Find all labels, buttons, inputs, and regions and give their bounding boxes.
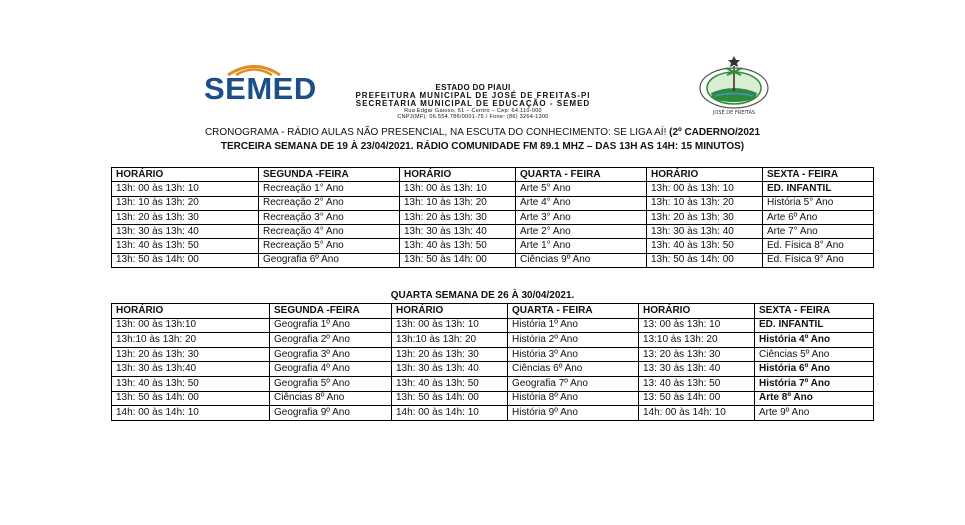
week4-title: QUARTA SEMANA DE 26 À 30/04/2021.: [390, 290, 575, 301]
table-cell: 13h: 30 às 13h: 40: [647, 225, 763, 239]
table-row: [112, 239, 874, 253]
table-cell: 13h: 50 às 14h: 00: [392, 391, 508, 406]
table-cell: 13h: 00 às 13h:10: [112, 318, 270, 333]
table-cell: Ciências 6º Ano: [508, 362, 639, 377]
table-cell: 13h: 40 às 13h: 50: [112, 239, 259, 253]
table-row: [112, 318, 874, 333]
table-cell: 13h:10 às 13h: 20: [112, 333, 270, 348]
table-cell: 13h: 20 às 13h: 30: [400, 210, 516, 224]
table-cell: 13h: 20 às 13h: 30: [112, 347, 270, 362]
table-cell: Geografia 5º Ano: [270, 376, 392, 391]
table-cell: Arte 4° Ano: [516, 196, 647, 210]
table-cell: 13: 30 às 13h: 40: [639, 362, 755, 377]
table-cell: Recreação 5° Ano: [259, 239, 400, 253]
table-row: [112, 225, 874, 239]
table-cell: História 1º Ano: [508, 318, 639, 333]
week4-schedule-table: [111, 303, 874, 421]
table-cell: 13h:10 às 13h: 20: [392, 333, 508, 348]
table-cell: 13h: 40 às 13h: 50: [647, 239, 763, 253]
table-row: [112, 391, 874, 406]
schedule-title-text: CRONOGRAMA - RÁDIO AULAS NÃO PRESENCIAL, NA ESCUTA DO CONHECIMENTO: SE LIGA AÍ!: [204, 127, 667, 138]
table-cell: 13:10 às 13h: 20: [639, 333, 755, 348]
table-cell: 13h: 40 às 13h: 50: [112, 376, 270, 391]
header-cell: SEXTA - FEIRA: [763, 168, 874, 182]
header-cell: HORÁRIO: [112, 304, 270, 319]
table-cell: Geografia 4º Ano: [270, 362, 392, 377]
table-cell: 13: 00 às 13h: 10: [639, 318, 755, 333]
table-row: [112, 406, 874, 421]
table-cell: Recreação 4° Ano: [259, 225, 400, 239]
table-cell: 13h: 30 às 13h: 40: [112, 225, 259, 239]
table-cell: História 8º Ano: [508, 391, 639, 406]
table-cell: 13h: 20 às 13h: 30: [647, 210, 763, 224]
table-cell: 13h: 50 às 14h: 00: [400, 253, 516, 267]
table-cell: 13h: 00 às 13h: 10: [112, 182, 259, 196]
table-row: [112, 376, 874, 391]
table-cell: Recreação 2° Ano: [259, 196, 400, 210]
table-cell: História 9º Ano: [508, 406, 639, 421]
table-cell: Ciências 9º Ano: [516, 253, 647, 267]
table-cell: Arte 8º Ano: [755, 391, 874, 406]
header-cell: SEGUNDA -FEIRA: [259, 168, 400, 182]
table-row: [112, 196, 874, 210]
table-cell: Arte 3° Ano: [516, 210, 647, 224]
letterhead-state: ESTADO DO PIAUI: [435, 83, 511, 92]
table-cell: Arte 6º Ano: [763, 210, 874, 224]
schedule-title-bold: (2º CADERNO/2021: [669, 127, 761, 138]
table-cell: Geografia 6º Ano: [259, 253, 400, 267]
table-cell: 13: 40 às 13h: 50: [639, 376, 755, 391]
table-cell: 13: 20 às 13h: 30: [639, 347, 755, 362]
table-cell: Ciências 8º Ano: [270, 391, 392, 406]
table-cell: Recreação 1° Ano: [259, 182, 400, 196]
table-cell: História 6º Ano: [755, 362, 874, 377]
table-cell: Ed. Física 8° Ano: [763, 239, 874, 253]
municipal-crest-icon: [697, 55, 771, 117]
table-cell: ED. INFANTIL: [763, 182, 874, 196]
table-cell: 13h: 00 às 13h: 10: [647, 182, 763, 196]
letterhead: [332, 84, 614, 120]
letterhead-secretaria: SECRETARIA MUNICIPAL DE EDUCAÇÃO - SEMED: [355, 99, 591, 108]
table-cell: 13h: 20 às 13h: 30: [392, 347, 508, 362]
header-cell: HORÁRIO: [112, 168, 259, 182]
header-cell: QUARTA - FEIRA: [508, 304, 639, 319]
header-cell: HORÁRIO: [400, 168, 516, 182]
table-row: [112, 253, 874, 267]
table-cell: Arte 7° Ano: [763, 225, 874, 239]
table-cell: Geografia 1º Ano: [270, 318, 392, 333]
letterhead-prefeitura: PREFEITURA MUNICIPAL DE JOSÉ DE FREITAS-PI: [355, 91, 591, 100]
table-cell: ED. INFANTIL: [755, 318, 874, 333]
table-row: [112, 347, 874, 362]
table-cell: 13h: 00 às 13h: 10: [400, 182, 516, 196]
table-cell: Geografia 3º Ano: [270, 347, 392, 362]
table-cell: 14h: 00 às 14h: 10: [392, 406, 508, 421]
table-cell: 13h: 30 às 13h: 40: [400, 225, 516, 239]
semed-logo-text: SEMED: [204, 71, 317, 106]
semed-logo: [204, 60, 317, 112]
week3-schedule-table: [111, 167, 874, 268]
table-cell: 13h: 40 às 13h: 50: [400, 239, 516, 253]
table-cell: Geografia 2º Ano: [270, 333, 392, 348]
table-cell: Geografia 9º Ano: [270, 406, 392, 421]
table-cell: Ed. Física 9° Ano: [763, 253, 874, 267]
table-cell: Arte 5° Ano: [516, 182, 647, 196]
table-cell: História 3º Ano: [508, 347, 639, 362]
letterhead-address: Rua Edgar Gaioso, 61 – Centro – Cep: 64.110-000: [404, 108, 542, 114]
week3-title: TERCEIRA SEMANA DE 19 À 23/04/2021. RÁDIO COMUNIDADE FM 89.1 MHZ – DAS 13H AS 14H: 15 MINUTOS): [220, 141, 745, 152]
table-cell: História 5° Ano: [763, 196, 874, 210]
table-cell: 14h: 00 às 14h: 10: [639, 406, 755, 421]
table-cell: 13h: 50 às 14h: 00: [112, 391, 270, 406]
header-cell: HORÁRIO: [392, 304, 508, 319]
header-cell: QUARTA - FEIRA: [516, 168, 647, 182]
table-cell: 13h: 00 às 13h: 10: [392, 318, 508, 333]
table-cell: Arte 2° Ano: [516, 225, 647, 239]
table-cell: 13h: 10 às 13h: 20: [112, 196, 259, 210]
table-cell: Arte 1° Ano: [516, 239, 647, 253]
header-cell: SEXTA - FEIRA: [755, 304, 874, 319]
table-cell: 13h: 10 às 13h: 20: [647, 196, 763, 210]
table-cell: Geografia 7º Ano: [508, 376, 639, 391]
table-cell: Recreação 3° Ano: [259, 210, 400, 224]
table-cell: 13h: 50 às 14h: 00: [647, 253, 763, 267]
table-header-row: [112, 168, 874, 182]
table-cell: Arte 9º Ano: [755, 406, 874, 421]
table-cell: 13h: 40 às 13h: 50: [392, 376, 508, 391]
header-cell: SEGUNDA -FEIRA: [270, 304, 392, 319]
table-cell: 13h: 10 às 13h: 20: [400, 196, 516, 210]
table-cell: 13: 50 às 14h: 00: [639, 391, 755, 406]
header-cell: HORÁRIO: [639, 304, 755, 319]
header-cell: HORÁRIO: [647, 168, 763, 182]
table-cell: 13h: 50 às 14h: 00: [112, 253, 259, 267]
table-cell: 14h: 00 às 14h: 10: [112, 406, 270, 421]
crest-label: JOSÉ DE FREITAS: [712, 110, 756, 116]
table-cell: Ciências 5º Ano: [755, 347, 874, 362]
table-cell: História 7º Ano: [755, 376, 874, 391]
table-cell: História 4º Ano: [755, 333, 874, 348]
table-header-row: [112, 304, 874, 319]
letterhead-cnpj: CNPJ(MF): 06.554.786/0001-75 / Fone: (86) 3264-1300: [397, 114, 549, 120]
table-cell: 13h: 30 às 13h: 40: [392, 362, 508, 377]
table-cell: 13h: 20 às 13h: 30: [112, 210, 259, 224]
table-row: [112, 210, 874, 224]
table-cell: História 2º Ano: [508, 333, 639, 348]
table-cell: 13h: 30 às 13h:40: [112, 362, 270, 377]
table-row: [112, 333, 874, 348]
table-row: [112, 182, 874, 196]
table-row: [112, 362, 874, 377]
schedule-title: [0, 127, 965, 139]
